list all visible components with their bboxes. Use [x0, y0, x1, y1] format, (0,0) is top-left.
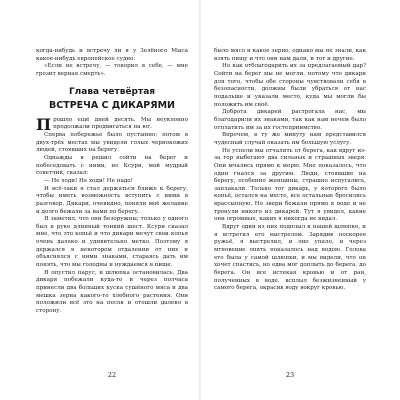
paragraph: когда-нибудь и встречу ли я у Зелёного Мыса какое-нибудь европейское судно. [36, 48, 188, 62]
paragraph: Не успели мы отчалить от берега, как вдруг из-за гор выбегают два сильных и страшных зверя. Они мчались прямо к морю. Мне показалось, что один гнался за другим. Люди, стоявшие на берегу, особенно женщины, страшно испугались, заплакали. Только тот дикарь, у которого было копьё, остался на месте, все остальные бросились врассыпную. Но звери бежали прямо к воде и не тронули никого из дикарей. Тут я увидел, какие они огромные, каких я никогда не видал. [214, 147, 366, 223]
first-paragraph-text: рошло ещё дней десять. Мы неуклонно продолжали продвигаться на юг. [53, 116, 188, 131]
paragraph: Доброта дикарей растрогала нас, мы благодарили их знаками, так как нам нечем было отплатить им за их гостеприимство. [214, 109, 366, 131]
right-page [200, 0, 400, 400]
paragraph: было мясо и какое зерно, однако мы не знали, как взять пищу и что они нам дали, и тот и другие. [214, 48, 366, 62]
paragraph: Вдруг один из них подплыл к нашей шлюпке, и я встретил его выстрелом. Зарядив поскорее ружьё, я выстрелил, и оно упало, и через мгновение опять показалось над водою. Голова его была у самой шлюпки, и мы видели, что он хочет спастись, но едва мог доплыть до берега, до берега. Он все истекая кровью и от ран, полученных в воде, всплыл безжизненный у самого берега, окрасив воду вокруг кровью. [214, 224, 366, 292]
chapter-title: ВСТРЕЧА С ДИКАРЯМИ [49, 99, 175, 111]
page-number: 22 [107, 371, 117, 379]
paragraph: Но как отблагодарить их за предлагаемый дар? Сойти на берег мы не могли, потому что дикари для того, чтобы обе стороны чувствовали себя в безопасности, должны были убраться от нас подальше и указали место, куда мы могли бы положить им своё. [214, 63, 366, 108]
page-number: 23 [285, 371, 295, 379]
paragraph: Однажды я решил сойти на берег и побеседовать с ними, но Ксури, мой мудрый советчик, сказал: [36, 154, 188, 177]
paragraph: Впрочем, в ту же минуту нам представился чудесный случай оказать им большую услугу. [214, 132, 366, 146]
chapter-label: Глава четвёртая [68, 86, 156, 97]
paragraph: Я опустил парус, и шлюпка остановилась. Два дикаря побежали куда-то и через полчаса принесли два больших куска сушёного мяса и два мешка зерна какого-то хлебного растения. Они положили всё это на песок и отошли далеко в сторону. [36, 269, 188, 315]
paragraph: — Не ходи! Не ходи! Не надо! [44, 177, 133, 184]
paragraph: И всё-таки я стал держаться ближе к берегу, чтобы иметь возможность вступить с ними в разговор. Дикари, очевидно, поняли моё желание и долго бежали за нами по берегу. [36, 185, 188, 215]
first-paragraph [36, 114, 188, 134]
paragraph: Сперва побережье было пустынно; потом в двух-трёх местах мы увидели голых чернокожих людей, стоявших на берегу. [36, 131, 188, 154]
paragraph: Я заметил, что они безоружны; только у одного был в руке длинный тонкий шест. Ксури сказал мне, что это копьё и что дикари мечут свои копья очень далеко и удивительно метко. Поэтому я держался в некотором отдалении от них и объяснялся с ними знаками, стараясь дать им понять, что мы голодны и нуждаемся в пище. [36, 216, 188, 269]
dropcap: П [36, 114, 52, 134]
paragraph: «Если не встречу, — говорил я себе, — мне грозит верная смерть». [36, 63, 188, 77]
